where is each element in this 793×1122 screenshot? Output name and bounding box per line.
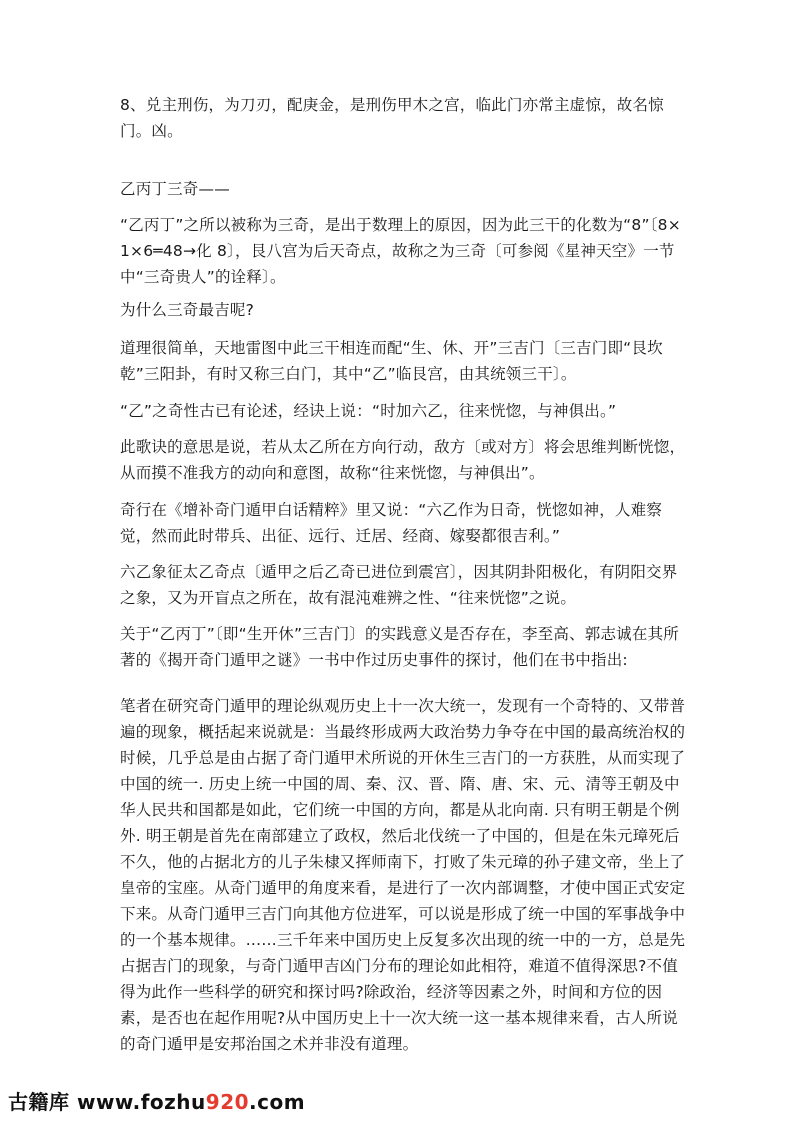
paragraph-practical-meaning: 关于“乙丙丁”〔即“生开休”三吉门〕的实践意义是否存在，李至高、郭志诚在其所著的《揭开奇门遁甲之谜》一书中作过历史事件的探讨，他们在书中指出: [120, 625, 679, 669]
paragraph-history-quote: 笔者在研究奇门遁甲的理论纵观历史上十一次大统一，发现有一个奇特的、又带普遍的现象，概括起来说就是：当最终形成两大政治势力争夺在中国的最高统治权的时候，几乎总是由占据了奇门遁甲术所说的开休生三吉门的一方获胜，从而实现了中国的统一. 历史上统一中国的周、秦、汉、晋、隋、唐、宋、元、清等王朝及中华人民共和国都是如此，它们统一中国的方向，都是从北向南. 只有明王朝是个例外. 明王朝是首先在南部建立了政权，然后北伐统一了中国的，但是在朱元璋死后不久，他的占据北方的儿子朱棣又挥师南下，打败了朱元璋的孙子建文帝，坐上了皇帝的宝座。从奇门遁甲的角度来看，是进行了一次内部调整，才使中国正式安定下来。从奇门遁甲三吉门向其他方位进军，可以说是形成了统一中国的军事战争中的一个基本规律。……三千年来中国历史上反复多次出现的统一中的一方，总是先占据吉门的现象，与奇门遁甲吉凶门分布的理论如此相符，难道不值得深思?不值得为此作一些科学的研究和探讨吗?除政治，经济等因素之外，时间和方位的因素，是否也在起作用呢?从中国历史上十一次大统一这一基本规律来看，古人所说的奇门遁甲是安邦治国之术并非没有道理。 [120, 697, 686, 1053]
paragraph-book-quote: 奇行在《增补奇门遁甲白话精粹》里又说：“六乙作为日奇，恍惚如神，人难察觉，然而此时带兵、出征、远行、迁居、经商、嫁娶都很吉利。” [120, 501, 663, 545]
paragraph-tai-yi: 六乙象征太乙奇点〔遁甲之后乙奇已进位到震宫〕，因其阴卦阳极化，有阴阳交界之象，又为开盲点之所在，故有混沌难辨之性、“往来恍惚”之说。 [120, 563, 678, 607]
footer-site-suffix: .com [249, 1090, 306, 1114]
footer-site-number: 920 [205, 1090, 250, 1114]
paragraph-question: 为什么三奇最吉呢? [120, 301, 255, 319]
paragraph-reason: 道理很简单，天地雷图中此三干相连而配“生、休、开”三吉门〔三吉门即“艮坎乾”三阳卦，有时又称三白门，其中“乙”临艮宫，由其统领三干〕。 [120, 339, 663, 383]
paragraph-jing-men: 8、兑主刑伤，为刀刃，配庚金，是刑伤甲木之宫，临此门亦常主虚惊，故名惊门。凶。 [120, 96, 664, 140]
section-heading-san-qi: 乙丙丁三奇—— [120, 180, 230, 198]
footer-site-text: 古籍库 www.fozhu [8, 1090, 206, 1114]
paragraph-san-qi-definition: “乙丙丁”之所以被称为三奇，是出于数理上的原因，因为此三干的化数为“8”〔8×1×6═48→化 8〕，艮八宫为后天奇点，故称之为三奇〔可参阅《星神天空》一节中“三奇贵人”的诠释〕。 [120, 216, 681, 286]
paragraph-yi-quote: “乙”之奇性古已有论述，经诀上说：“时加六乙，往来恍惚，与神俱出。” [120, 402, 617, 420]
paragraph-song-meaning: 此歌诀的意思是说，若从太乙所在方向行动，敌方〔或对方〕将会思维判断恍惚，从而摸不准我方的动向和意图，故称“往来恍惚，与神俱出”。 [120, 438, 686, 482]
footer-watermark [8, 1086, 305, 1115]
